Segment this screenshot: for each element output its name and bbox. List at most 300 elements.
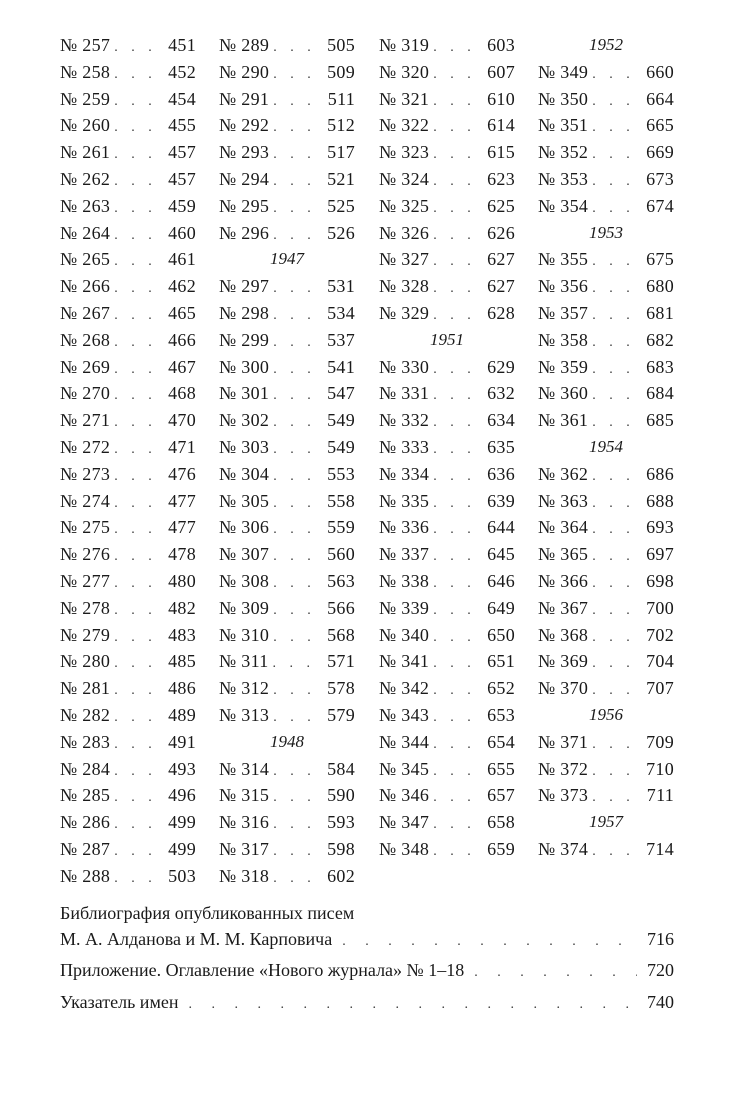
page-number: 636 — [487, 463, 515, 484]
letter-entry[interactable] — [379, 32, 515, 59]
leader-dots — [433, 35, 483, 62]
letter-entry[interactable] — [538, 568, 674, 595]
letter-entry[interactable] — [538, 112, 674, 139]
leader-dots — [114, 303, 164, 330]
letter-entry[interactable] — [379, 729, 515, 756]
letter-number: № 298 — [219, 302, 270, 323]
letter-number: № 343 — [379, 704, 430, 725]
page-number: 714 — [646, 838, 674, 859]
letter-number: № 258 — [60, 61, 111, 82]
letter-entry[interactable] — [379, 407, 515, 434]
page-number: 578 — [327, 678, 355, 699]
letter-entry[interactable] — [538, 407, 674, 434]
page-number: 489 — [168, 704, 196, 725]
leader-dots — [433, 625, 483, 652]
letter-entry[interactable] — [538, 300, 674, 327]
page-number: 478 — [168, 544, 196, 565]
leader-dots — [114, 330, 164, 357]
page-number: 465 — [168, 302, 196, 323]
letter-entry[interactable] — [538, 836, 674, 863]
leader-dots — [592, 383, 642, 410]
letter-entry[interactable] — [379, 702, 515, 729]
letter-entry[interactable] — [538, 166, 674, 193]
letter-entry[interactable] — [538, 595, 674, 622]
leader-dots — [592, 303, 642, 330]
letter-entry[interactable] — [538, 139, 674, 166]
page-number: 603 — [487, 35, 515, 55]
year-heading: 1953 — [589, 222, 623, 242]
letter-entry[interactable] — [60, 327, 196, 354]
letter-entry[interactable] — [379, 112, 515, 139]
letter-entry[interactable] — [538, 273, 674, 300]
leader-dots — [114, 223, 164, 250]
page-number: 496 — [168, 785, 196, 806]
page-number: 710 — [646, 758, 674, 779]
page-number: 614 — [487, 115, 515, 136]
letter-entry[interactable] — [538, 246, 674, 273]
letter-entry[interactable] — [60, 648, 196, 675]
leader-dots — [592, 678, 642, 705]
letter-entry[interactable] — [379, 461, 515, 488]
letter-entry[interactable] — [379, 675, 515, 702]
page-number: 625 — [487, 195, 515, 216]
letter-number: № 308 — [219, 570, 270, 591]
letter-entry[interactable] — [538, 86, 674, 113]
leader-dots — [114, 276, 164, 303]
letter-number: № 344 — [379, 731, 430, 752]
toc-appendix[interactable] — [60, 957, 674, 986]
year-heading: 1951 — [430, 329, 464, 349]
letter-entry[interactable] — [538, 59, 674, 86]
leader-dots — [433, 115, 483, 142]
leader-dots — [273, 383, 323, 410]
letter-number: № 305 — [219, 490, 270, 511]
letter-entry[interactable] — [379, 434, 515, 461]
leader-dots — [433, 276, 483, 303]
letter-entry[interactable] — [538, 729, 674, 756]
letter-entry[interactable] — [60, 407, 196, 434]
letter-entry[interactable] — [219, 702, 355, 729]
leader-dots — [273, 35, 323, 62]
leader-dots — [114, 169, 164, 196]
letter-number: № 292 — [219, 115, 270, 136]
letter-number: № 309 — [219, 597, 270, 618]
letter-entry[interactable] — [219, 193, 355, 220]
letter-entry[interactable] — [538, 648, 674, 675]
leader-dots — [273, 571, 323, 598]
leader-dots — [114, 759, 164, 786]
page-number: 499 — [168, 812, 196, 833]
letter-entry[interactable] — [538, 514, 674, 541]
letter-entry[interactable] — [60, 32, 196, 59]
letter-entry[interactable] — [219, 461, 355, 488]
letter-number: № 278 — [60, 597, 111, 618]
letter-entry[interactable] — [379, 86, 515, 113]
leader-dots — [433, 839, 483, 866]
letter-entry[interactable] — [60, 166, 196, 193]
page-number: 531 — [327, 276, 355, 297]
letter-entry[interactable] — [379, 648, 515, 675]
letter-entry[interactable] — [538, 622, 674, 649]
page-number: 659 — [487, 838, 515, 859]
letter-entry[interactable] — [60, 488, 196, 515]
leader-dots — [592, 89, 642, 116]
page-number: 547 — [327, 383, 355, 404]
letter-entry[interactable] — [219, 166, 355, 193]
leader-dots — [114, 196, 164, 223]
letter-number: № 365 — [538, 544, 589, 565]
leader-dots — [273, 544, 323, 571]
leader-dots — [114, 598, 164, 625]
leader-dots — [592, 625, 642, 652]
letter-entry[interactable] — [379, 568, 515, 595]
letter-entry[interactable] — [219, 354, 355, 381]
page-number: 525 — [327, 195, 355, 216]
letter-entry[interactable] — [379, 595, 515, 622]
page-number: 657 — [487, 785, 515, 806]
leader-dots — [433, 383, 483, 410]
page-number: 468 — [168, 383, 196, 404]
letter-number: № 352 — [538, 142, 589, 163]
letter-number: № 350 — [538, 88, 589, 109]
page-number: 560 — [327, 544, 355, 565]
letter-entry[interactable] — [219, 407, 355, 434]
letter-number: № 262 — [60, 168, 111, 189]
letter-number: № 264 — [60, 222, 111, 243]
letter-number: № 337 — [379, 544, 430, 565]
letter-entry[interactable] — [60, 461, 196, 488]
leader-dots — [114, 732, 164, 759]
letter-entry[interactable] — [60, 59, 196, 86]
year-heading: 1948 — [270, 731, 304, 751]
page-number: 491 — [168, 731, 196, 752]
toc-bibliography-title-1: Библиография опубликованных писем — [60, 903, 355, 923]
letter-entry[interactable] — [379, 488, 515, 515]
leader-dots — [114, 785, 164, 812]
letter-entry[interactable] — [219, 380, 355, 407]
letter-number: № 361 — [538, 410, 589, 431]
letter-entry[interactable] — [379, 756, 515, 783]
toc-name-index[interactable] — [60, 989, 674, 1018]
page-number: 698 — [646, 570, 674, 591]
letter-entry[interactable] — [538, 461, 674, 488]
letter-number: № 281 — [60, 678, 111, 699]
letter-entry[interactable] — [538, 380, 674, 407]
letter-number: № 345 — [379, 758, 430, 779]
page-number: 711 — [646, 785, 674, 806]
letter-number: № 374 — [538, 838, 589, 859]
letter-entry[interactable] — [379, 836, 515, 863]
letter-entry[interactable] — [219, 112, 355, 139]
letter-entry[interactable] — [60, 300, 196, 327]
letter-number: № 368 — [538, 624, 589, 645]
leader-dots — [273, 142, 323, 169]
letter-entry[interactable] — [219, 648, 355, 675]
leader-dots — [273, 517, 323, 544]
letter-entry[interactable] — [219, 86, 355, 113]
toc-appendix-title: Приложение. Оглавление «Нового журнала» № 1–18 — [60, 960, 465, 980]
letter-number: № 320 — [379, 61, 430, 82]
letter-number: № 280 — [60, 651, 111, 672]
leader-dots — [592, 169, 642, 196]
letter-entry[interactable] — [379, 220, 515, 247]
page-number: 471 — [168, 436, 196, 457]
leader-dots — [433, 491, 483, 518]
leader-dots — [188, 992, 637, 1018]
leader-dots — [273, 651, 324, 678]
page-number: 635 — [487, 436, 515, 457]
letter-entry[interactable] — [219, 809, 355, 836]
letter-entry[interactable] — [379, 193, 515, 220]
letter-entry[interactable] — [60, 112, 196, 139]
leader-dots — [433, 812, 483, 839]
letter-entry[interactable] — [219, 863, 355, 890]
letter-entry[interactable] — [219, 139, 355, 166]
letter-entry[interactable] — [60, 729, 196, 756]
letter-entry[interactable] — [60, 193, 196, 220]
letter-number: № 266 — [60, 276, 111, 297]
toc-name-index-line — [60, 989, 674, 1018]
letter-entry[interactable] — [60, 836, 196, 863]
letter-number: № 330 — [379, 356, 430, 377]
toc-name-index-title: Указатель имен — [60, 992, 179, 1012]
letter-entry[interactable] — [219, 622, 355, 649]
letter-entry[interactable] — [379, 354, 515, 381]
page-number: 509 — [327, 61, 355, 82]
letter-entry[interactable] — [60, 595, 196, 622]
letter-entry[interactable] — [379, 300, 515, 327]
letter-entry[interactable] — [60, 541, 196, 568]
page-number: 499 — [168, 838, 196, 859]
page-number: 466 — [168, 329, 196, 350]
letter-entry[interactable] — [379, 809, 515, 836]
letter-entry[interactable] — [538, 756, 674, 783]
letter-number: № 336 — [379, 517, 430, 538]
letter-entry[interactable] — [60, 354, 196, 381]
page-number: 684 — [646, 383, 674, 404]
letter-number: № 362 — [538, 463, 589, 484]
letter-number: № 356 — [538, 276, 589, 297]
leader-dots — [273, 785, 323, 812]
page-number: 485 — [168, 651, 196, 672]
leader-dots — [273, 169, 323, 196]
letter-number: № 263 — [60, 195, 111, 216]
letter-entry[interactable] — [60, 782, 196, 809]
letter-number: № 300 — [219, 356, 270, 377]
letter-entry[interactable] — [379, 514, 515, 541]
letter-number: № 272 — [60, 436, 111, 457]
letter-entry[interactable] — [219, 675, 355, 702]
letter-number: № 338 — [379, 570, 430, 591]
leader-dots — [592, 732, 642, 759]
letter-number: № 286 — [60, 812, 111, 833]
letter-number: № 275 — [60, 517, 111, 538]
letter-entry[interactable] — [60, 246, 196, 273]
page-number: 467 — [168, 356, 196, 377]
letter-number: № 335 — [379, 490, 430, 511]
page-number: 470 — [168, 410, 196, 431]
letter-entry[interactable] — [60, 756, 196, 783]
page-number: 658 — [487, 812, 515, 833]
leader-dots — [114, 437, 164, 464]
page-number: 511 — [327, 88, 355, 109]
letter-entry[interactable] — [379, 139, 515, 166]
leader-dots — [273, 62, 323, 89]
letter-entry[interactable] — [219, 300, 355, 327]
leader-dots — [592, 330, 642, 357]
letter-entry[interactable] — [60, 273, 196, 300]
index-column-3 — [379, 32, 515, 863]
letter-entry[interactable] — [538, 193, 674, 220]
letter-number: № 329 — [379, 302, 430, 323]
letter-number: № 311 — [219, 651, 269, 672]
letter-number: № 303 — [219, 436, 270, 457]
letter-number: № 372 — [538, 758, 589, 779]
letter-entry[interactable] — [219, 836, 355, 863]
page-number: 566 — [327, 597, 355, 618]
page-number: 675 — [646, 249, 674, 270]
leader-dots — [273, 357, 323, 384]
toc-appendix-page: 720 — [647, 960, 674, 980]
letter-number: № 284 — [60, 758, 111, 779]
letter-entry[interactable] — [219, 756, 355, 783]
letter-number: № 294 — [219, 168, 270, 189]
letter-entry[interactable] — [219, 32, 355, 59]
page-number: 655 — [487, 758, 515, 779]
page-number: 639 — [487, 490, 515, 511]
letter-entry[interactable] — [379, 273, 515, 300]
letter-entry[interactable] — [379, 622, 515, 649]
letter-entry[interactable] — [379, 541, 515, 568]
letter-entry[interactable] — [60, 568, 196, 595]
letter-entry[interactable] — [60, 702, 196, 729]
toc-bibliography-line-1 — [60, 900, 674, 926]
letter-number: № 291 — [219, 88, 270, 109]
letter-entry[interactable] — [60, 863, 196, 890]
letter-entry[interactable] — [219, 595, 355, 622]
letter-entry[interactable] — [538, 327, 674, 354]
letter-number: № 364 — [538, 517, 589, 538]
letter-number: № 349 — [538, 61, 589, 82]
leader-dots — [273, 276, 323, 303]
letter-number: № 271 — [60, 410, 111, 431]
letter-entry[interactable] — [379, 782, 515, 809]
page-number: 541 — [327, 356, 355, 377]
page-number: 493 — [168, 758, 196, 779]
page-number: 568 — [327, 624, 355, 645]
page-number: 477 — [168, 517, 196, 538]
letter-entry[interactable] — [538, 782, 674, 809]
letter-number: № 270 — [60, 383, 111, 404]
letter-entry[interactable] — [60, 380, 196, 407]
letter-entry[interactable] — [379, 166, 515, 193]
letter-number: № 295 — [219, 195, 270, 216]
toc-bibliography[interactable] — [60, 900, 674, 955]
letter-entry[interactable] — [219, 434, 355, 461]
letter-entry[interactable] — [60, 434, 196, 461]
letter-number: № 277 — [60, 570, 111, 591]
letter-entry[interactable] — [219, 273, 355, 300]
letter-entry[interactable] — [538, 541, 674, 568]
page-number: 649 — [487, 597, 515, 618]
page-number: 553 — [327, 463, 355, 484]
letter-number: № 265 — [60, 249, 111, 270]
leader-dots — [114, 812, 164, 839]
letter-number: № 334 — [379, 463, 430, 484]
leader-dots — [592, 598, 642, 625]
leader-dots — [592, 357, 642, 384]
letter-entry[interactable] — [538, 488, 674, 515]
leader-dots — [114, 357, 164, 384]
letter-number: № 285 — [60, 785, 111, 806]
letter-number: № 333 — [379, 436, 430, 457]
page-number: 451 — [168, 35, 196, 55]
leader-dots — [273, 598, 323, 625]
letter-entry[interactable] — [60, 139, 196, 166]
letter-entry[interactable] — [60, 622, 196, 649]
letter-entry[interactable] — [219, 59, 355, 86]
leader-dots — [114, 571, 164, 598]
letter-number: № 261 — [60, 142, 111, 163]
letter-entry[interactable] — [219, 488, 355, 515]
leader-dots — [433, 357, 483, 384]
letter-entry[interactable] — [538, 354, 674, 381]
letter-entry[interactable] — [219, 782, 355, 809]
letter-entry[interactable] — [379, 246, 515, 273]
letter-entry[interactable] — [60, 86, 196, 113]
letter-number: № 340 — [379, 624, 430, 645]
leader-dots — [114, 142, 164, 169]
leader-dots — [592, 142, 642, 169]
letter-number: № 366 — [538, 570, 589, 591]
leader-dots — [433, 437, 483, 464]
page-number: 537 — [327, 329, 355, 350]
letter-entry[interactable] — [379, 59, 515, 86]
letter-number: № 268 — [60, 329, 111, 350]
letter-number: № 331 — [379, 383, 430, 404]
page-number: 700 — [646, 597, 674, 618]
letter-entry[interactable] — [60, 809, 196, 836]
letter-entry[interactable] — [219, 541, 355, 568]
letter-entry[interactable] — [219, 327, 355, 354]
page-number: 483 — [168, 624, 196, 645]
leader-dots — [114, 35, 164, 62]
leader-dots — [433, 678, 483, 705]
letter-number: № 289 — [219, 35, 270, 55]
page-number: 455 — [168, 115, 196, 136]
page-number: 688 — [646, 490, 674, 511]
letter-entry[interactable] — [379, 380, 515, 407]
toc-bibliography-page: 716 — [647, 929, 674, 949]
page-number: 632 — [487, 383, 515, 404]
letter-entry[interactable] — [219, 568, 355, 595]
index-column-1 — [60, 32, 196, 890]
leader-dots — [433, 705, 483, 732]
letter-entry[interactable] — [60, 220, 196, 247]
page-number: 646 — [487, 570, 515, 591]
page-number: 477 — [168, 490, 196, 511]
page-number: 563 — [327, 570, 355, 591]
page-number: 680 — [646, 276, 674, 297]
leader-dots — [114, 705, 164, 732]
letter-entry[interactable] — [219, 220, 355, 247]
page-number: 505 — [327, 35, 355, 55]
letter-entry[interactable] — [538, 675, 674, 702]
letter-entry[interactable] — [60, 675, 196, 702]
page-number: 626 — [487, 222, 515, 243]
letter-entry[interactable] — [219, 514, 355, 541]
letter-entry[interactable] — [60, 514, 196, 541]
